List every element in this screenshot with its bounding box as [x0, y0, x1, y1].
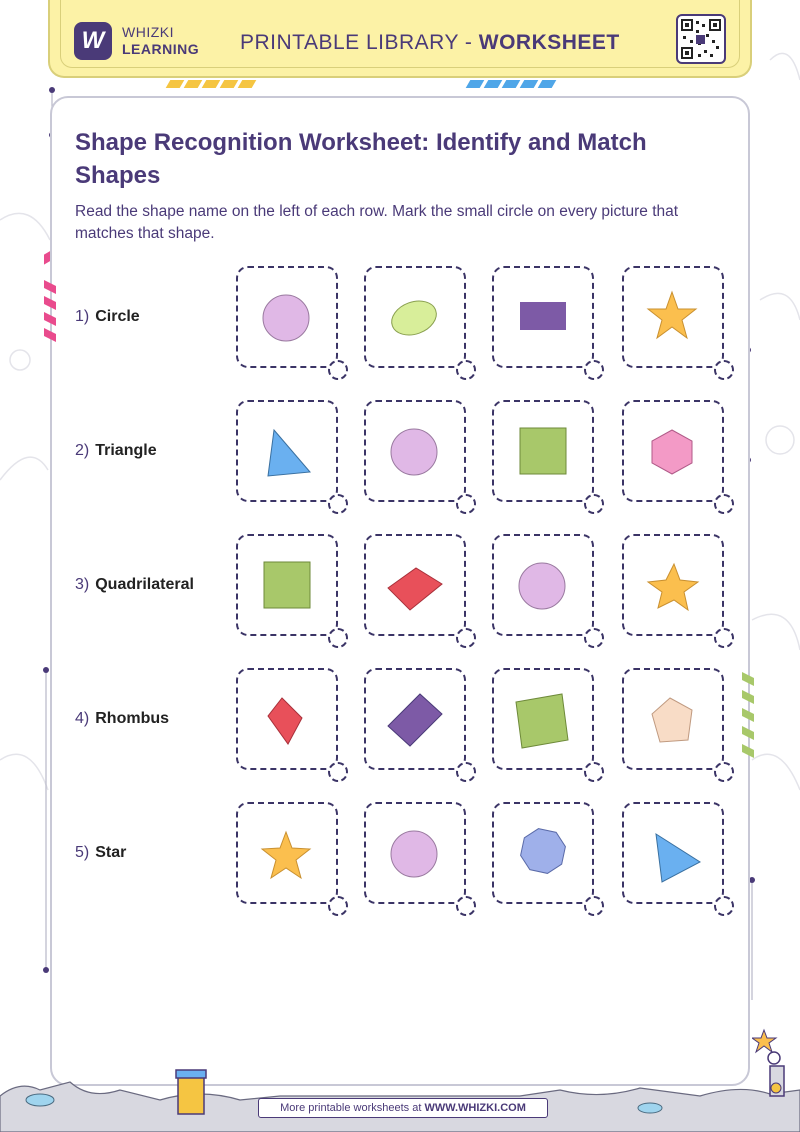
logo-top: WHIZKI — [122, 24, 174, 40]
shape-card-circle-lavender — [236, 266, 338, 368]
yellow-stripes-icon — [168, 80, 254, 90]
answer-mark-circle[interactable] — [584, 896, 604, 916]
ground-decoration — [0, 1060, 800, 1132]
answer-mark-circle[interactable] — [584, 628, 604, 648]
answer-mark-circle[interactable] — [328, 494, 348, 514]
row-shape-name: Quadrilateral — [95, 576, 194, 593]
header-title — [240, 31, 620, 55]
answer-mark-circle[interactable] — [714, 360, 734, 380]
row-shape-name: Triangle — [95, 442, 157, 459]
answer-mark-circle[interactable] — [328, 896, 348, 916]
shape-card-triangle-blue — [236, 400, 338, 502]
footer-url[interactable]: WWW.WHIZKI.COM — [424, 1102, 526, 1114]
row-shape-name: Circle — [95, 308, 140, 325]
answer-mark-circle[interactable] — [456, 762, 476, 782]
shape-card-rhombus-purple — [364, 668, 466, 770]
answer-mark-circle[interactable] — [714, 494, 734, 514]
header-title-bold: WORKSHEET — [478, 31, 620, 54]
row-label — [75, 442, 157, 460]
shape-card-hexagon-pink — [622, 400, 724, 502]
shape-card-star-orange — [622, 534, 724, 636]
shape-card-circle-lavender — [364, 802, 466, 904]
shape-card-square-green — [236, 534, 338, 636]
row-number: 2) — [75, 442, 90, 459]
robot-arm-icon — [752, 1026, 792, 1106]
footer-link[interactable] — [258, 1098, 548, 1118]
shape-card-square-green — [492, 668, 594, 770]
shape-card-star-orange — [622, 266, 724, 368]
shape-card-kite-red — [236, 668, 338, 770]
shape-card-star-orange — [236, 802, 338, 904]
header-title-plain: PRINTABLE LIBRARY - — [240, 31, 479, 54]
whizki-logo-icon: W — [74, 22, 112, 60]
answer-mark-circle[interactable] — [456, 360, 476, 380]
shape-card-octagon-blue — [492, 802, 594, 904]
row-label — [75, 710, 169, 728]
answer-mark-circle[interactable] — [584, 360, 604, 380]
shape-card-circle-lavender — [364, 400, 466, 502]
qr-code-icon — [676, 14, 726, 64]
answer-mark-circle[interactable] — [328, 628, 348, 648]
blue-stripes-icon — [468, 80, 554, 90]
shape-card-square-green — [492, 400, 594, 502]
row-label — [75, 308, 140, 326]
worksheet-title: Shape Recognition Worksheet: Identify and Match Shapes — [75, 129, 647, 189]
row-label — [75, 576, 194, 594]
logo-bottom: LEARNING — [122, 41, 200, 57]
answer-mark-circle[interactable] — [714, 762, 734, 782]
green-stripes-icon — [740, 670, 756, 760]
answer-mark-circle[interactable] — [584, 762, 604, 782]
shape-card-pentagon-peach — [622, 668, 724, 770]
pink-stripes-icon — [42, 278, 58, 348]
answer-mark-circle[interactable] — [456, 896, 476, 916]
answer-mark-circle[interactable] — [456, 494, 476, 514]
row-number: 4) — [75, 710, 90, 727]
worksheet-instructions: Read the shape name on the left of each row. Mark the small circle on every picture that matches that shape. — [75, 203, 679, 242]
row-shape-name: Rhombus — [95, 710, 170, 727]
answer-mark-circle[interactable] — [456, 628, 476, 648]
shape-card-ellipse-green — [364, 266, 466, 368]
shape-card-quadrilateral-red — [364, 534, 466, 636]
answer-mark-circle[interactable] — [584, 494, 604, 514]
shape-card-circle-lavender — [492, 534, 594, 636]
answer-mark-circle[interactable] — [328, 360, 348, 380]
row-number: 3) — [75, 576, 90, 593]
logo-text — [122, 24, 199, 58]
row-number: 1) — [75, 308, 90, 325]
answer-mark-circle[interactable] — [714, 628, 734, 648]
answer-mark-circle[interactable] — [328, 762, 348, 782]
shape-card-triangle-blue — [622, 802, 724, 904]
row-number: 5) — [75, 844, 90, 861]
row-label — [75, 844, 126, 862]
shape-card-rectangle-purple — [492, 266, 594, 368]
footer-text: More printable worksheets at — [280, 1102, 425, 1114]
answer-mark-circle[interactable] — [714, 896, 734, 916]
row-shape-name: Star — [95, 844, 127, 861]
